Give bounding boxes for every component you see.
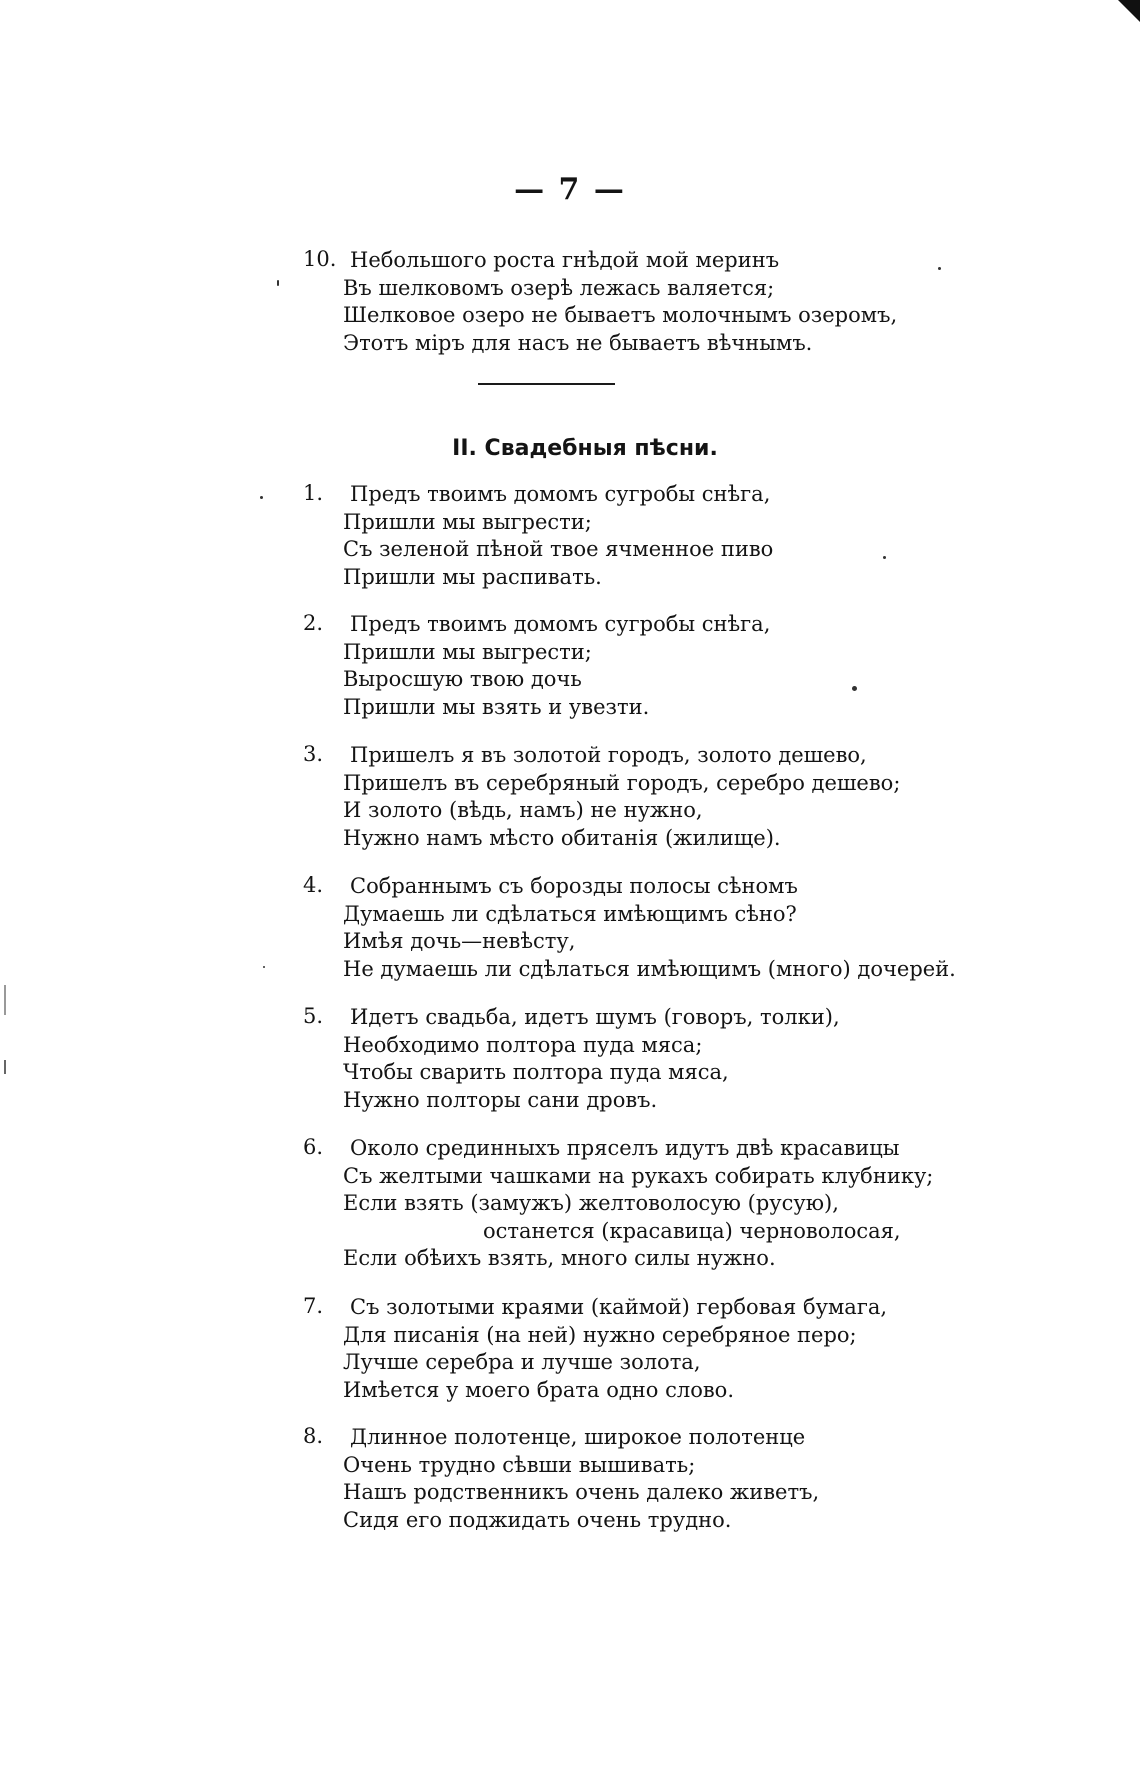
scan-speck (4, 1060, 6, 1074)
verse-line: Въ шелковомъ озерѣ лежась валяется; (343, 275, 775, 300)
verse-5 (305, 1004, 1005, 1114)
verse-line: Необходимо полтора пуда мяса; (343, 1032, 703, 1057)
verse-line: Пришелъ въ серебряный городъ, серебро дешево; (343, 770, 901, 795)
scan-speck (260, 496, 263, 499)
verse-line: Для писанія (на ней) нужно серебряное перо; (343, 1322, 857, 1347)
verse-3 (305, 742, 1005, 852)
scan-speck (938, 267, 941, 270)
verse-line: Пришли мы выгрести; (343, 509, 592, 534)
verse-line: Очень трудно сѣвши вышивать; (343, 1452, 696, 1477)
verse-line: Выросшую твою дочь (343, 667, 582, 691)
verse-line: Около срединныхъ пряселъ идутъ двѣ красавицы (350, 1136, 900, 1160)
verse-number: 6. (303, 1135, 324, 1159)
scan-speck (263, 966, 265, 968)
verse-line: Съ золотыми краями (каймой) гербовая бумага, (350, 1295, 888, 1319)
verse-line: Имѣется у моего брата одно слово. (343, 1377, 734, 1402)
verse-line: Пришелъ я въ золотой городъ, золото дешево, (350, 743, 867, 767)
verse-line: Идетъ свадьба, идетъ шумъ (говоръ, толки), (350, 1005, 840, 1029)
scan-speck (883, 556, 886, 559)
verse-4 (305, 873, 1005, 983)
verse-number: 1. (303, 481, 324, 505)
verse-line: Нашъ родственникъ очень далеко живетъ, (343, 1480, 820, 1504)
verse-line: Пришли мы распивать. (343, 564, 602, 589)
verse-number: 10. (303, 247, 337, 271)
scan-speck (4, 985, 6, 1015)
verse (305, 1294, 1005, 1404)
verse-7 (305, 1294, 1005, 1404)
page-number: — 7 — (514, 172, 626, 207)
verse-line: Если взять (замужъ) желтоволосую (русую), (343, 1191, 839, 1215)
verse-line: Шелковое озеро не бываетъ молочнымъ озеромъ, (343, 303, 898, 327)
verse-line: Не думаешь ли сдѣлаться имѣющимъ (много) дочерей. (343, 956, 956, 981)
verse-number: 8. (303, 1424, 324, 1448)
verse-line: Чтобы сварить полтора пуда мяса, (343, 1060, 729, 1084)
verse-line: Этотъ міръ для насъ не бываетъ вѣчнымъ. (343, 330, 813, 355)
verse-line: Нужно намъ мѣсто обитанія (жилище). (343, 825, 781, 850)
verse-line: Лучше серебра и лучше золота, (343, 1350, 701, 1374)
verse-number: 7. (303, 1294, 324, 1318)
verse-line: останется (красавица) черноволосая, (483, 1218, 901, 1243)
verse-line: Предъ твоимъ домомъ сугробы снѣга, (350, 612, 771, 636)
verse-line: Съ желтыми чашками на рукахъ собирать клубнику; (343, 1163, 934, 1188)
section-title: II. Свадебныя пѣсни. (452, 436, 718, 461)
verse-number: 5. (303, 1004, 324, 1028)
verse-line: И золото (вѣдь, намъ) не нужно, (343, 798, 703, 822)
verse-10 (305, 247, 1005, 357)
verse-line: Съ зеленой пѣной твое ячменное пиво (343, 537, 774, 561)
verse-line: Сидя его поджидать очень трудно. (343, 1507, 732, 1532)
verse-line: Думаешь ли сдѣлаться имѣющимъ сѣно? (343, 901, 797, 926)
verse (305, 1424, 1005, 1534)
verse-1 (305, 481, 1005, 591)
verse (305, 481, 1005, 591)
verse-number: 4. (303, 873, 324, 897)
verse-line: Пришли мы взять и увезти. (343, 694, 650, 719)
verse-number: 2. (303, 611, 324, 635)
section-divider (478, 383, 615, 385)
scan-speck (277, 280, 279, 286)
verse-2 (305, 611, 1005, 721)
verse-line: Если обѣихъ взять, много силы нужно. (343, 1246, 776, 1270)
verse-8 (305, 1424, 1005, 1534)
verse-line: Пришли мы выгрести; (343, 639, 592, 664)
verse-line: Собраннымъ съ борозды полосы сѣномъ (350, 874, 798, 898)
verse-line: Небольшого роста гнѣдой мой меринъ (350, 248, 780, 272)
verse-number: 3. (303, 742, 324, 766)
verse-line: Нужно полторы сани дровъ. (343, 1087, 658, 1112)
verse (305, 1004, 1005, 1114)
verse-line: Предъ твоимъ домомъ сугробы снѣга, (350, 482, 771, 506)
verse (305, 742, 1005, 852)
verse-line: Длинное полотенце, широкое полотенце (350, 1425, 806, 1449)
verse (305, 247, 1005, 357)
verse-line: Имѣя дочь—невѣсту, (343, 929, 576, 953)
verse (305, 1135, 1005, 1273)
verse-6 (305, 1135, 1005, 1273)
scan-speck (852, 686, 857, 691)
verse (305, 611, 1005, 721)
verse (305, 873, 1005, 983)
scan-corner-mark (1118, 0, 1140, 22)
